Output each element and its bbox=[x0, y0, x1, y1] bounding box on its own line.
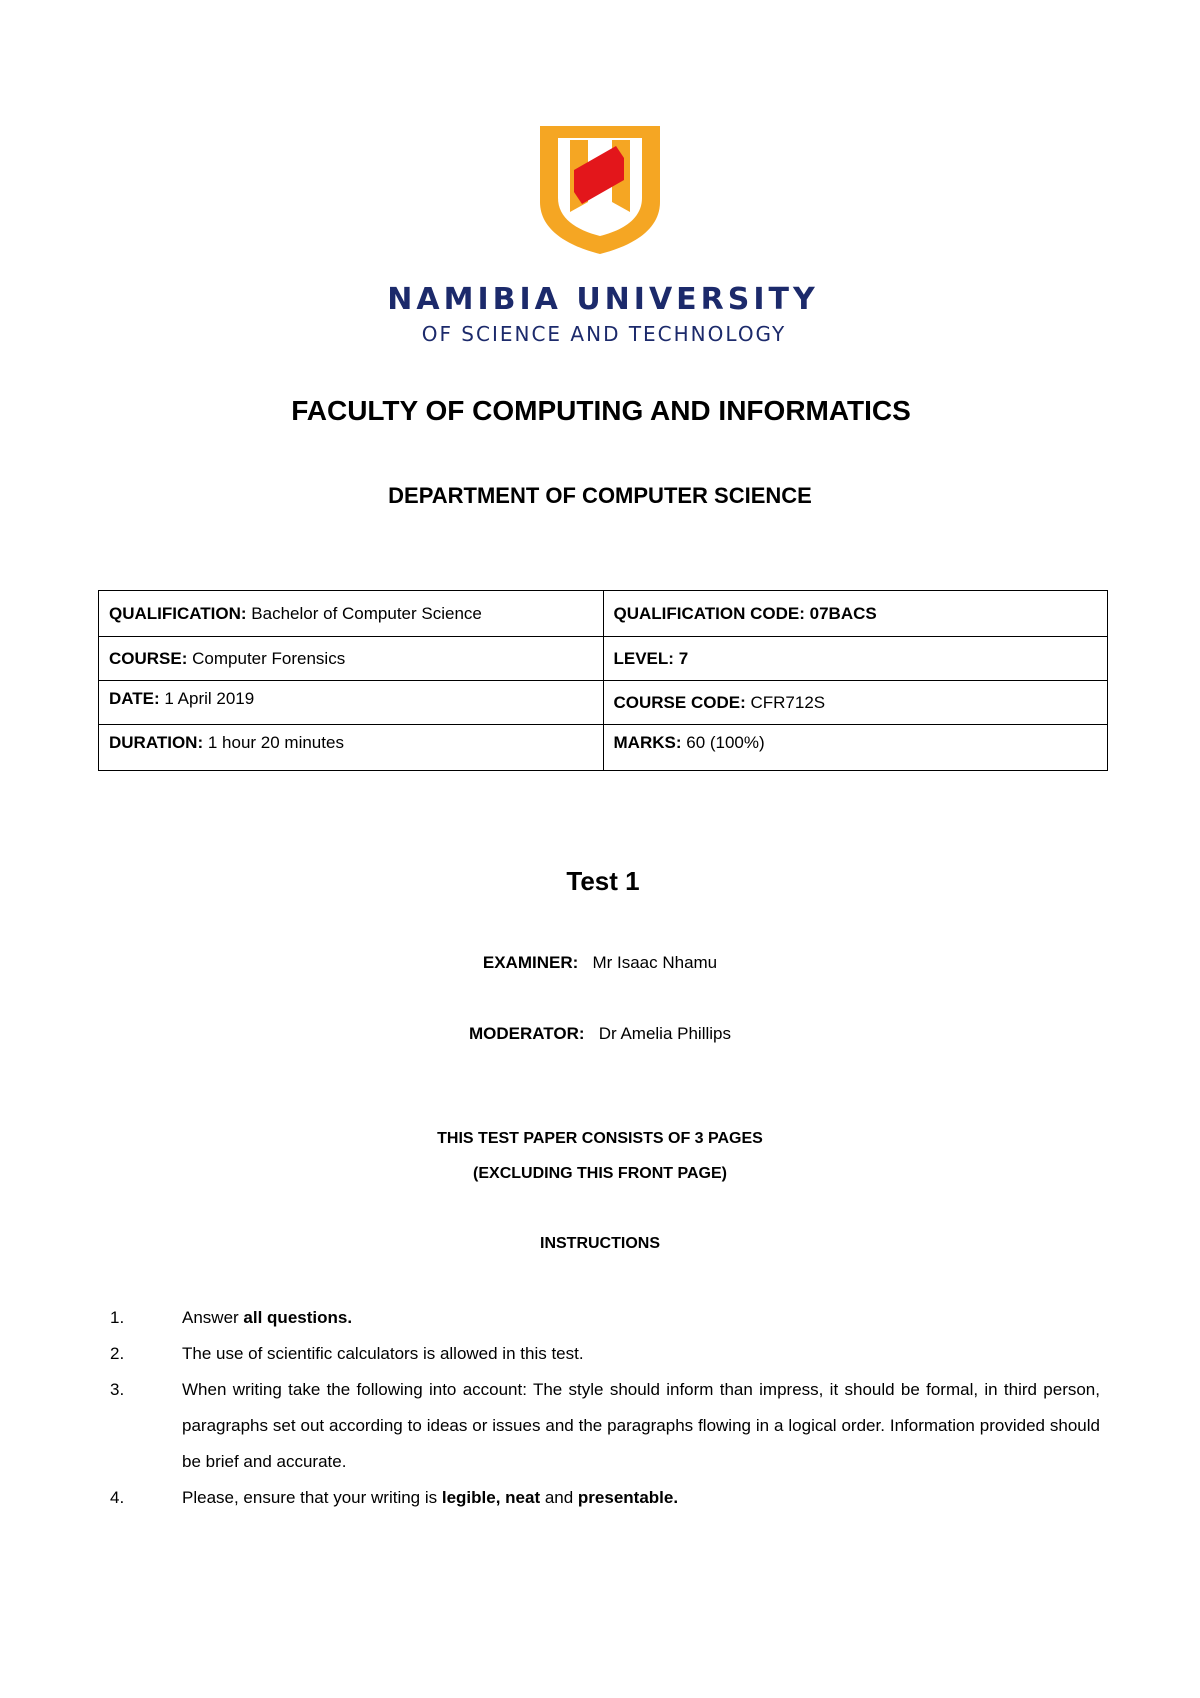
page-count-line: THIS TEST PAPER CONSISTS OF 3 PAGES bbox=[437, 1130, 763, 1147]
table-row bbox=[99, 637, 1108, 681]
date-label: DATE: bbox=[109, 689, 160, 708]
table-row bbox=[99, 681, 1108, 725]
qualification-cell bbox=[99, 591, 604, 637]
instruction-item bbox=[110, 1300, 1100, 1336]
instruction-text: The use of scientific calculators is allowed in this test. bbox=[182, 1344, 584, 1363]
duration-label: DURATION: bbox=[109, 733, 204, 752]
instruction-item bbox=[110, 1336, 1100, 1372]
level-label: LEVEL: bbox=[613, 648, 674, 668]
page-count-note: (EXCLUDING THIS FRONT PAGE) bbox=[473, 1165, 727, 1182]
department-title: DEPARTMENT OF COMPUTER SCIENCE bbox=[388, 483, 812, 508]
qualification-code-value: 07BACS bbox=[809, 603, 877, 623]
test-title: Test 1 bbox=[566, 866, 640, 896]
course-code-value: CFR712S bbox=[750, 692, 826, 712]
date-cell bbox=[99, 681, 604, 725]
course-label: COURSE: bbox=[109, 648, 188, 668]
examiner-label: EXAMINER: bbox=[482, 953, 579, 972]
course-info-table bbox=[98, 590, 1108, 771]
instruction-number: 1. bbox=[110, 1308, 125, 1327]
course-code-cell bbox=[603, 681, 1108, 725]
table-row bbox=[99, 725, 1108, 771]
table-row bbox=[99, 591, 1108, 637]
duration-cell bbox=[99, 725, 604, 771]
instruction-number: 2. bbox=[110, 1344, 125, 1363]
level-value: 7 bbox=[678, 648, 689, 668]
instructions-heading: INSTRUCTIONS bbox=[540, 1235, 660, 1252]
moderator-label: MODERATOR: bbox=[469, 1024, 585, 1043]
instruction-number: 3. bbox=[110, 1380, 125, 1399]
course-code-label: COURSE CODE: bbox=[613, 692, 746, 712]
university-name-line2: OF SCIENCE AND TECHNOLOGY bbox=[421, 322, 787, 346]
qualification-value: Bachelor of Computer Science bbox=[251, 603, 482, 623]
instruction-number: 4. bbox=[110, 1488, 125, 1507]
faculty-title: FACULTY OF COMPUTING AND INFORMATICS bbox=[291, 395, 911, 426]
marks-label: MARKS: bbox=[613, 733, 682, 752]
qualification-code-cell bbox=[603, 591, 1108, 637]
qualification-label: QUALIFICATION: bbox=[109, 603, 247, 623]
duration-value: 1 hour 20 minutes bbox=[207, 733, 344, 752]
instruction-item bbox=[110, 1480, 1100, 1516]
examiner-line bbox=[0, 953, 1200, 973]
marks-cell bbox=[603, 725, 1108, 771]
university-shield-logo-icon bbox=[532, 118, 668, 258]
instruction-text: Please, ensure that your writing is legible, neat and presentable. bbox=[182, 1488, 679, 1507]
level-cell bbox=[603, 637, 1108, 681]
course-cell bbox=[99, 637, 604, 681]
course-value: Computer Forensics bbox=[192, 648, 346, 668]
instruction-item bbox=[110, 1372, 1100, 1480]
qualification-code-label: QUALIFICATION CODE: bbox=[613, 603, 805, 623]
marks-value: 60 (100%) bbox=[686, 733, 765, 752]
date-value: 1 April 2019 bbox=[164, 689, 255, 708]
examiner-value: Mr Isaac Nhamu bbox=[592, 953, 718, 972]
moderator-line bbox=[0, 1024, 1200, 1044]
university-name-line1: NAMIBIA UNIVERSITY bbox=[387, 282, 819, 317]
instruction-text: Answer all questions. bbox=[182, 1308, 353, 1327]
moderator-value: Dr Amelia Phillips bbox=[598, 1024, 731, 1043]
instruction-text: When writing take the following into account: The style should inform than impress, it should be formal, in third person, paragraphs set out according to ideas or issues and the paragraphs flowing in a logical order. Information provided should be brief and accurate. bbox=[182, 1380, 1100, 1471]
